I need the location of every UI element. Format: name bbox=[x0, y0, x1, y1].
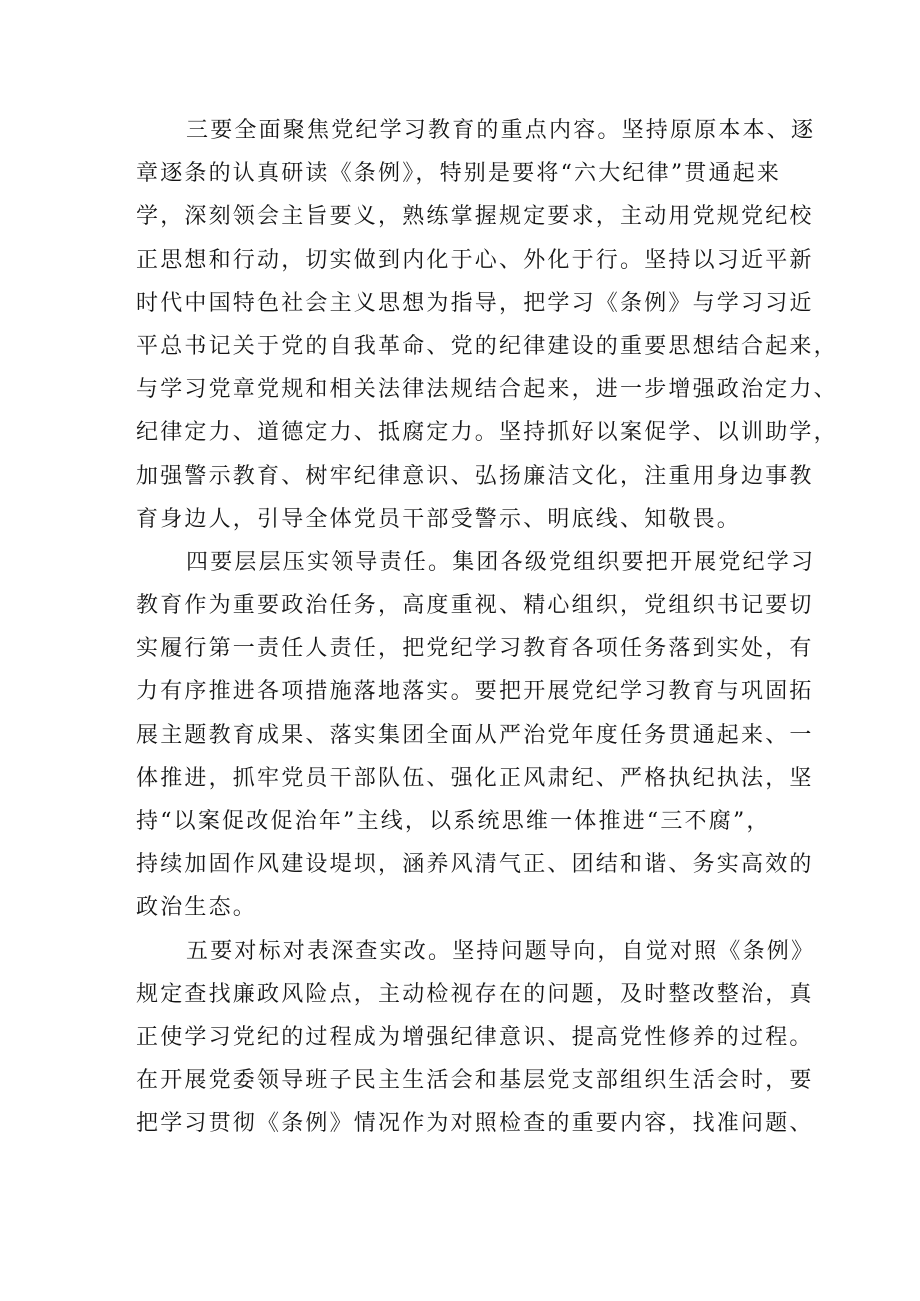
text-line: 实履行第一责任人责任，把党纪学习教育各项任务落到实处，有 bbox=[136, 636, 814, 662]
paragraph-san-yao bbox=[136, 109, 838, 541]
text-line: 教育作为重要政治任务，高度重视、精心组织，党组织书记要切 bbox=[136, 593, 814, 619]
text-line: 学，深刻领会主旨要义，熟练掌握规定要求，主动用党规党纪校 bbox=[136, 204, 814, 230]
text-line: 正使学习党纪的过程成为增强纪律意识、提高党性修养的过程。 bbox=[136, 1024, 814, 1050]
text-line: 把学习贯彻《条例》情况作为对照检查的重要内容，找准问题、 bbox=[136, 1111, 814, 1137]
text-line: 规定查找廉政风险点，主动检视存在的问题，及时整改整治，真 bbox=[136, 981, 814, 1007]
text-line: 三要全面聚焦党纪学习教育的重点内容。坚持原原本本、逐 bbox=[186, 118, 816, 143]
text-line: 持续加固作风建设堤坝，涵养风清气正、团结和谐、务实高效的 bbox=[136, 852, 814, 878]
text-line: 四要层层压实领导责任。集团各级党组织要把开展党纪学习 bbox=[186, 549, 816, 575]
text-line: 平总书记关于党的自我革命、党的纪律建设的重要思想结合起来， bbox=[136, 333, 838, 359]
text-line: 展主题教育成果、落实集团全面从严治党年度任务贯通起来、一 bbox=[136, 722, 814, 748]
text-line: 力有序推进各项措施落地落实。要把开展党纪学习教育与巩固拓 bbox=[136, 679, 814, 705]
text-line: 持“以案促改促治年”主线，以系统思维一体推进“三不腐”， bbox=[136, 809, 771, 834]
text-line: 政治生态。 bbox=[136, 895, 258, 921]
text-line: 体推进，抓牢党员干部队伍、强化正风肃纪、严格执纪执法，坚 bbox=[136, 765, 814, 791]
text-line: 时代中国特色社会主义思想为指导，把学习《条例》与学习习近 bbox=[136, 290, 814, 316]
text-line: 与学习党章党规和相关法律法规结合起来，进一步增强政治定力、 bbox=[136, 377, 838, 403]
text-line: 章逐条的认真研读《条例》，特别是要将“六大纪律”贯通起来 bbox=[136, 161, 782, 187]
paragraph-wu-yao bbox=[136, 930, 816, 1146]
document-body bbox=[136, 109, 838, 1146]
text-line: 育身边人，引导全体党员干部受警示、明底线、知敬畏。 bbox=[136, 506, 742, 532]
text-line: 纪律定力、道德定力、抵腐定力。坚持抓好以案促学、以训助学， bbox=[136, 420, 838, 446]
paragraph-si-yao bbox=[136, 541, 816, 930]
text-line: 在开展党委领导班子民主生活会和基层党支部组织生活会时，要 bbox=[136, 1068, 814, 1094]
text-line: 正思想和行动，切实做到内化于心、外化于行。坚持以习近平新 bbox=[136, 247, 814, 273]
text-line: 五要对标对表深查实改。坚持问题导向，自觉对照《条例》 bbox=[186, 938, 816, 964]
text-line: 加强警示教育、树牢纪律意识、弘扬廉洁文化，注重用身边事教 bbox=[136, 463, 814, 489]
